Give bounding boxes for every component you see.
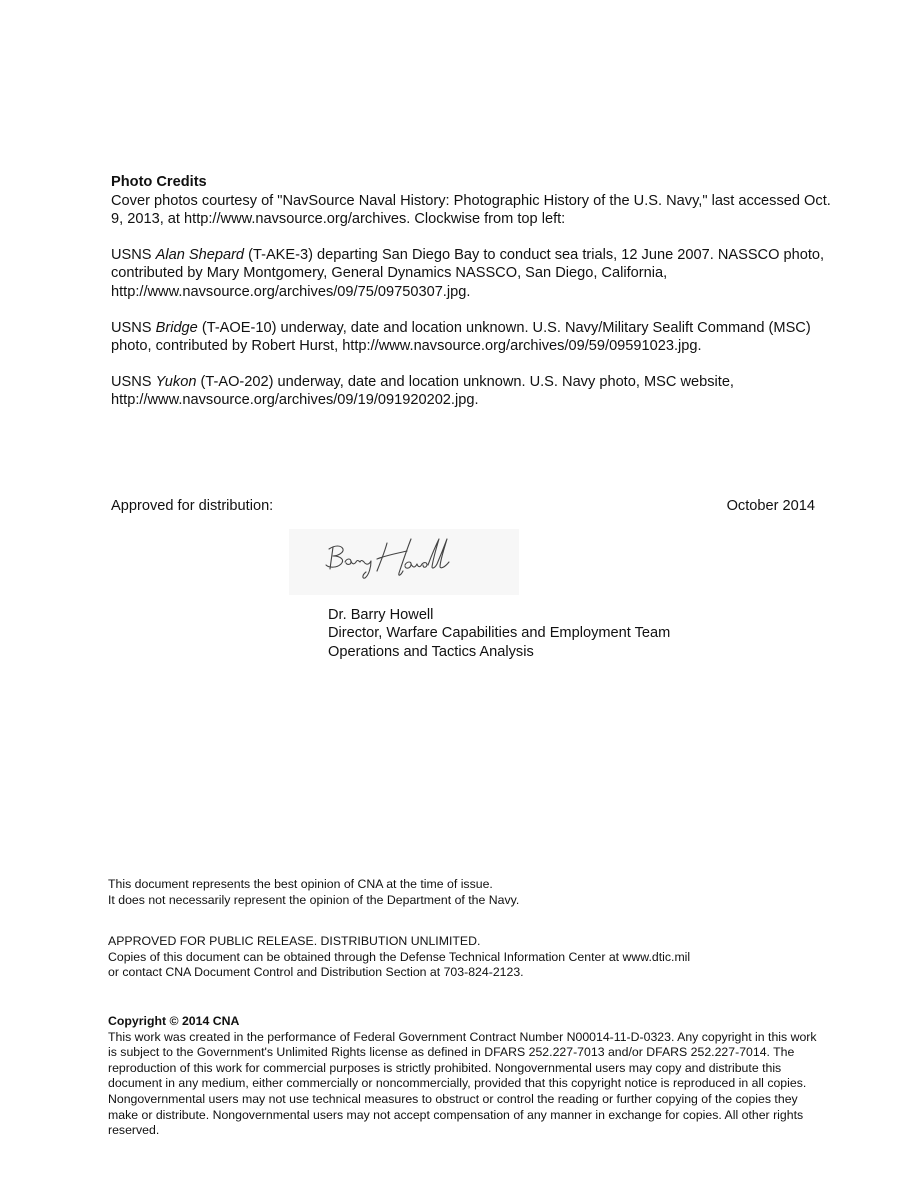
signature-image xyxy=(289,529,519,595)
photo-credit-item xyxy=(111,246,846,302)
ship-name: Alan Shepard xyxy=(155,246,245,263)
contract-number: N00014-11-D-0323 xyxy=(566,1029,671,1044)
ship-name: Yukon xyxy=(155,373,197,390)
handwritten-signature xyxy=(289,529,519,595)
signer-division: Operations and Tactics Analysis xyxy=(328,643,534,660)
photo-credits-intro xyxy=(111,173,846,229)
photo-credit-item xyxy=(111,319,846,356)
ship-prefix: USNS xyxy=(111,319,156,336)
copyright-body-end: . Any copyright in this work is subject to the Government's Unlimited Rights license as defined in DFARS 252.227-7013 and/or DFARS 252.227-7014. The reproduction of this work for commercial purposes is strictly prohibited. Nongovernmental users may copy and distribute this document in any medium, either commercially or noncommercially, provided that this copyright notice is reproduced in all copies. Nongovernmental users may not use technical measures to obstruct or control the reading or further copying of the copies they make or distribute. Nongovernmental users may not accept compensation of any manner in exchange for copies. All other rights reserved. xyxy=(108,1029,817,1138)
release-line: or contact CNA Document Control and Distribution Section at 703-824-2123. xyxy=(108,965,524,980)
ship-prefix: USNS xyxy=(111,246,156,263)
photo-credit-item xyxy=(111,373,846,410)
copyright-body-start: This work was created in the performance of Federal Government Contract Number xyxy=(108,1029,567,1044)
approval-label: Approved for distribution: xyxy=(111,498,274,514)
photo-credit-detail: (T-AOE-10) underway, date and location unknown. U.S. Navy/Military Sealift Command (MSC) photo, contributed by Robert Hurst, http://www.navsource.org/archives/09/59/09591023.jpg. xyxy=(111,319,811,355)
copyright-block xyxy=(108,1014,818,1139)
copyright-title: Copyright © 2014 CNA xyxy=(108,1014,240,1028)
photo-credits-heading: Photo Credits xyxy=(111,174,207,190)
signer-title: Director, Warfare Capabilities and Employment Team xyxy=(328,625,671,642)
signer-block xyxy=(328,606,670,661)
photo-credit-detail: (T-AKE-3) departing San Diego Bay to conduct sea trials, 12 June 2007. NASSCO photo, contributed by Mary Montgomery, General Dynamics NASSCO, San Diego, California, http://www.navsource.org/archives/09/75/09750307.jpg. xyxy=(111,246,825,300)
disclaimer-block xyxy=(108,877,818,908)
release-statement: APPROVED FOR PUBLIC RELEASE. DISTRIBUTION UNLIMITED. xyxy=(108,934,481,948)
approval-date: October 2014 xyxy=(726,498,815,514)
signer-name: Dr. Barry Howell xyxy=(328,607,434,623)
photo-credits-intro-text: Cover photos courtesy of "NavSource Naval History: Photographic History of the U.S. Navy," last accessed Oct. 9, 2013, at http://www.navsource.org/archives. Clockwise from top left: xyxy=(111,192,831,228)
copyright-body xyxy=(108,1030,818,1139)
ship-name: Bridge xyxy=(155,319,198,336)
photo-credits-section xyxy=(111,173,846,427)
release-block xyxy=(108,934,818,981)
disclaimer-line: It does not necessarily represent the opinion of the Department of the Navy. xyxy=(108,892,520,907)
release-line: Copies of this document can be obtained through the Defense Technical Information Center at www.dtic.mil xyxy=(108,949,691,964)
disclaimer-line: This document represents the best opinion of CNA at the time of issue. xyxy=(108,877,493,891)
photo-credit-detail: (T-AO-202) underway, date and location unknown. U.S. Navy photo, MSC website, http://www.navsource.org/archives/09/19/091920202.jpg. xyxy=(111,373,734,409)
ship-prefix: USNS xyxy=(111,373,156,390)
